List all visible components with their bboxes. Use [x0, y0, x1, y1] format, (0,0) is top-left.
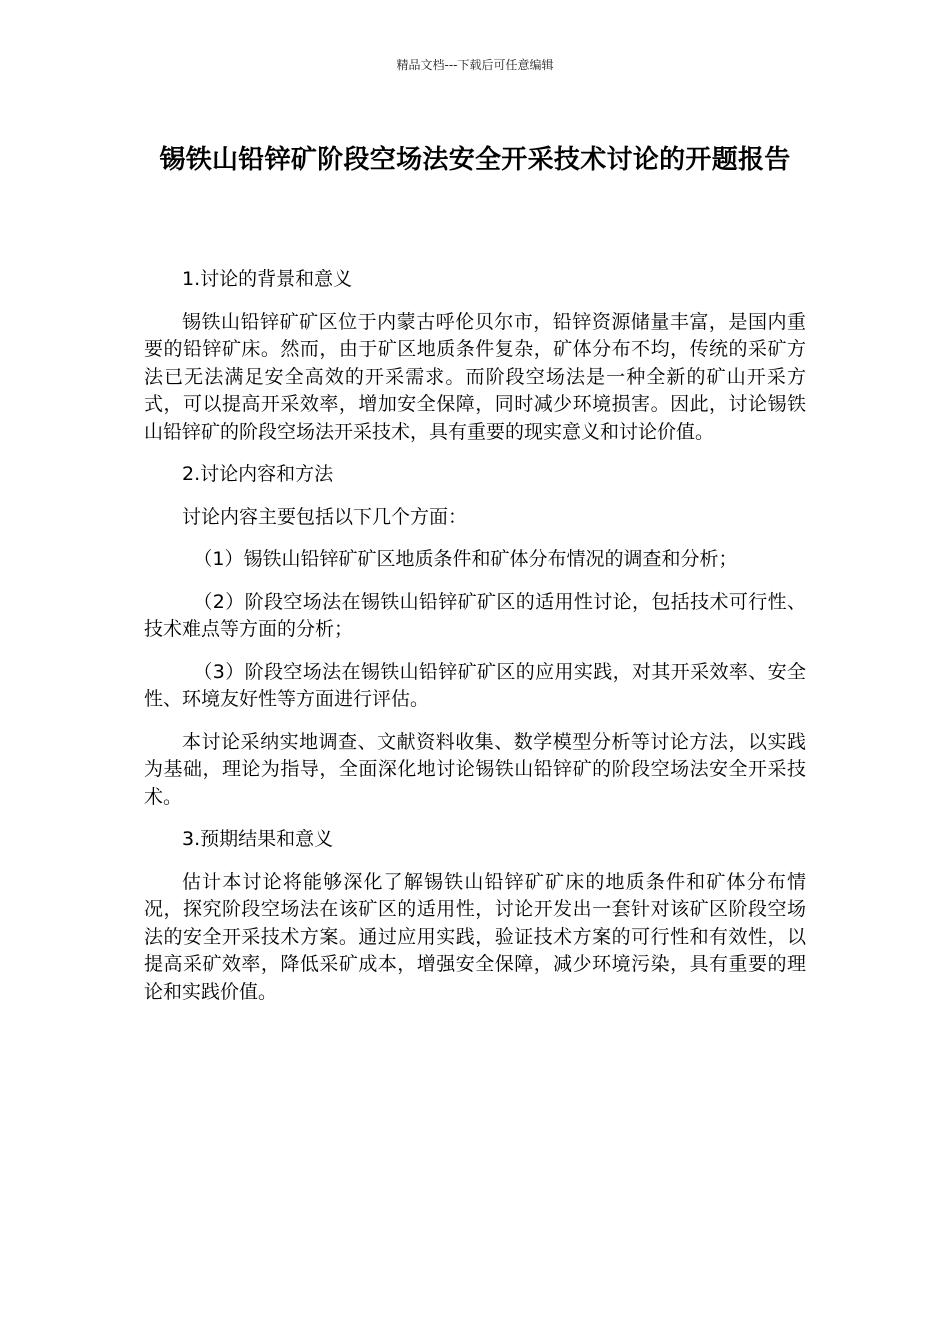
section-3-heading: 3.预期结果和意义 — [182, 828, 334, 850]
section-1-heading: 1.讨论的背景和意义 — [182, 268, 353, 290]
header-note: 精品文档---下载后可任意编辑 — [396, 58, 554, 72]
section-2-item-2: （2）阶段空场法在锡铁山铅锌矿矿区的适用性讨论，包括技术可行性、技术难点等方面的分析； — [144, 590, 806, 640]
section-2-item-1: （1）锡铁山铅锌矿矿区地质条件和矿体分布情况的调查和分析； — [193, 548, 738, 570]
document-title: 锡铁山铅锌矿阶段空场法安全开采技术讨论的开题报告 — [159, 145, 791, 175]
document-body — [144, 266, 806, 1006]
section-3-paragraph: 估计本讨论将能够深化了解锡铁山铅锌矿矿床的地质条件和矿体分布情况，探究阶段空场法在该矿区的适用性，讨论开发出一套针对该矿区阶段空场法的安全开采技术方案。通过应用实践，验证技术方案的可行性和有效性，以提高采矿效率，降低采矿成本，增强安全保障，减少环境污染，具有重要的理论和实践价值。 — [144, 870, 806, 1003]
section-2-item-3: （3）阶段空场法在锡铁山铅锌矿矿区的应用实践，对其开采效率、安全性、环境友好性等方面进行评估。 — [144, 660, 806, 710]
section-2-method: 本讨论采纳实地调查、文献资料收集、数学模型分析等讨论方法，以实践为基础，理论为指导，全面深化地讨论锡铁山铅锌矿的阶段空场法安全开采技术。 — [144, 730, 806, 808]
section-2-intro: 讨论内容主要包括以下几个方面： — [182, 505, 468, 528]
section-2-heading: 2.讨论内容和方法 — [182, 463, 334, 485]
section-1-paragraph: 锡铁山铅锌矿矿区位于内蒙古呼伦贝尔市，铅锌资源储量丰富，是国内重要的铅锌矿床。然而，由于矿区地质条件复杂，矿体分布不均，传统的采矿方法已无法满足安全高效的开采需求。而阶段空场法是一种全新的矿山开采方式，可以提高开采效率，增加安全保障，同时减少环境损害。因此，讨论锡铁山铅锌矿的阶段空场法开采技术，具有重要的现实意义和讨论价值。 — [144, 310, 806, 443]
